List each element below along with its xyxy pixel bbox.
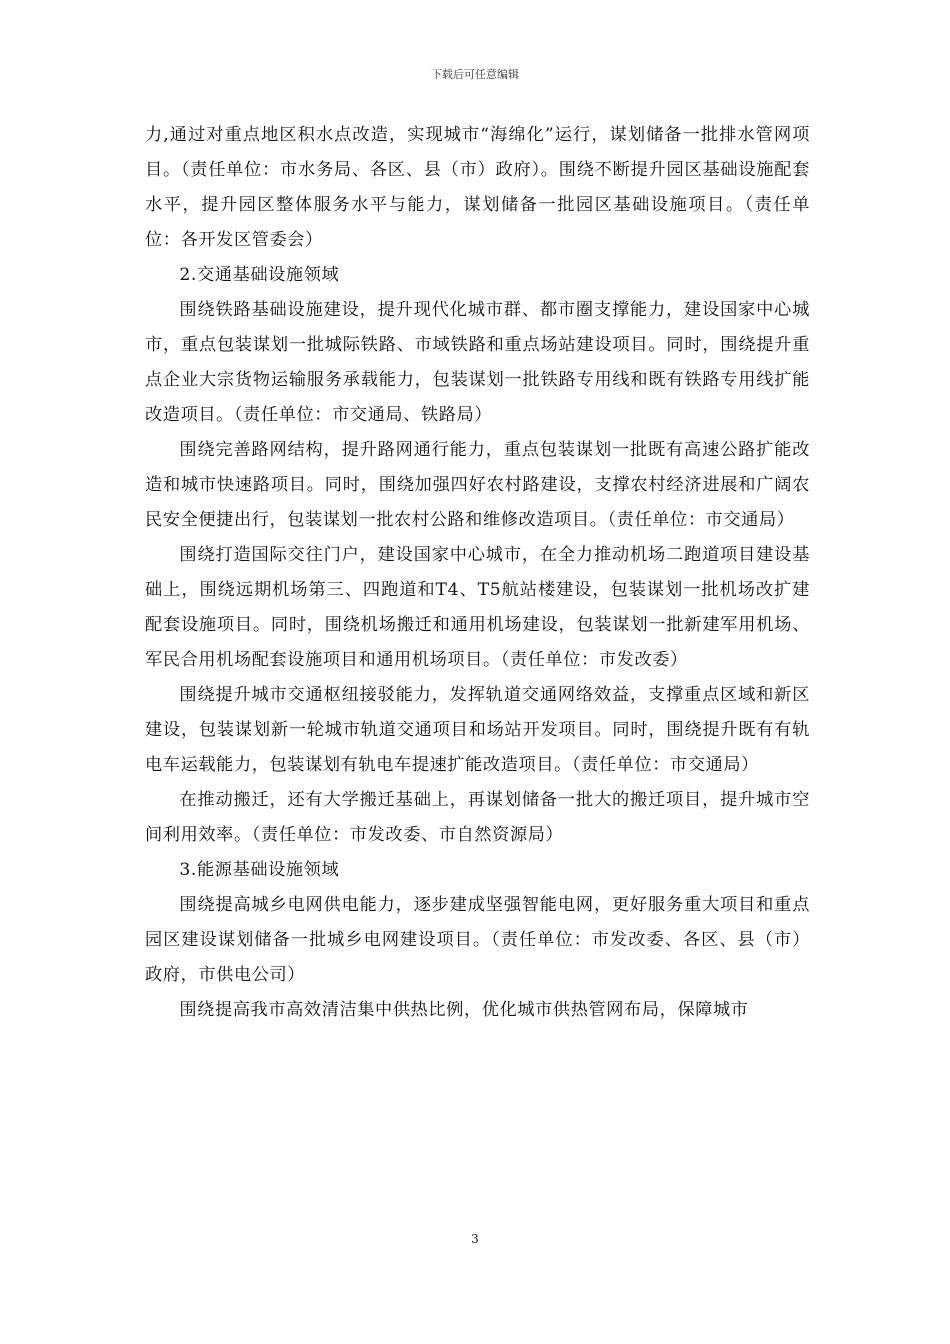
paragraph-road-network: 围绕完善路网结构，提升路网通行能力，重点包装谋划一批既有高速公路扩能改造和城市快速路项目。同时，围绕加强四好农村路建设，支撑农村经济进展和广阔农民安全便捷出行，包装谋划一批农村公路和维修改造项目。（责任单位：市交通局）: [145, 440, 810, 530]
paragraph-power-grid: 围绕提高城乡电网供电能力，逐步建成坚强智能电网，更好服务重大项目和重点园区建设谋划储备一批城乡电网建设项目。（责任单位：市发改委、各区、县（市）政府，市供电公司）: [145, 895, 810, 985]
paragraph-continuation: 力,通过对重点地区积水点改造，实现城市“海绵化”运行，谋划储备一批排水管网项目。（责任单位：市水务局、各区、县（市）政府）。围绕不断提升园区基础设施配套水平，提升园区整体服务水平与能力，谋划储备一批园区基础设施项目。（责任单位：各开发区管委会）: [145, 125, 810, 250]
section-heading-transport: 2.交通基础设施领域: [179, 265, 340, 285]
document-body: [145, 118, 810, 1028]
paragraph-airport: 围绕打造国际交往门户，建设国家中心城市，在全力推动机场二跑道项目建设基础上，围绕远期机场第三、四跑道和T4、T5航站楼建设，包装谋划一批机场改扩建配套设施项目。同时，围绕机场搬迁和通用机场建设，包装谋划一批新建军用机场、军民合用机场配套设施项目和通用机场项目。（责任单位：市发改委）: [145, 545, 810, 670]
paragraph-heating: 围绕提高我市高效清洁集中供热比例，优化城市供热管网布局，保障城市: [179, 1000, 749, 1020]
paragraph-relocation: 在推动搬迁，还有大学搬迁基础上，再谋划储备一批大的搬迁项目，提升城市空间利用效率。（责任单位：市发改委、市自然资源局）: [145, 790, 810, 845]
paragraph-railway: 围绕铁路基础设施建设，提升现代化城市群、都市圈支撑能力，建设国家中心城市，重点包装谋划一批城际铁路、市域铁路和重点场站建设项目。同时，围绕提升重点企业大宗货物运输服务承载能力，包装谋划一批铁路专用线和既有铁路专用线扩能改造项目。（责任单位：市交通局、铁路局）: [145, 300, 810, 425]
page-header: 下载后可任意编辑: [431, 68, 519, 81]
section-heading-energy: 3.能源基础设施领域: [179, 860, 340, 880]
page-number: 3: [471, 1232, 479, 1246]
paragraph-rail-transit: 围绕提升城市交通枢纽接驳能力，发挥轨道交通网络效益，支撑重点区域和新区建设，包装谋划新一轮城市轨道交通项目和场站开发项目。同时，围绕提升既有有轨电车运载能力，包装谋划有轨电车提速扩能改造项目。（责任单位：市交通局）: [145, 685, 810, 775]
